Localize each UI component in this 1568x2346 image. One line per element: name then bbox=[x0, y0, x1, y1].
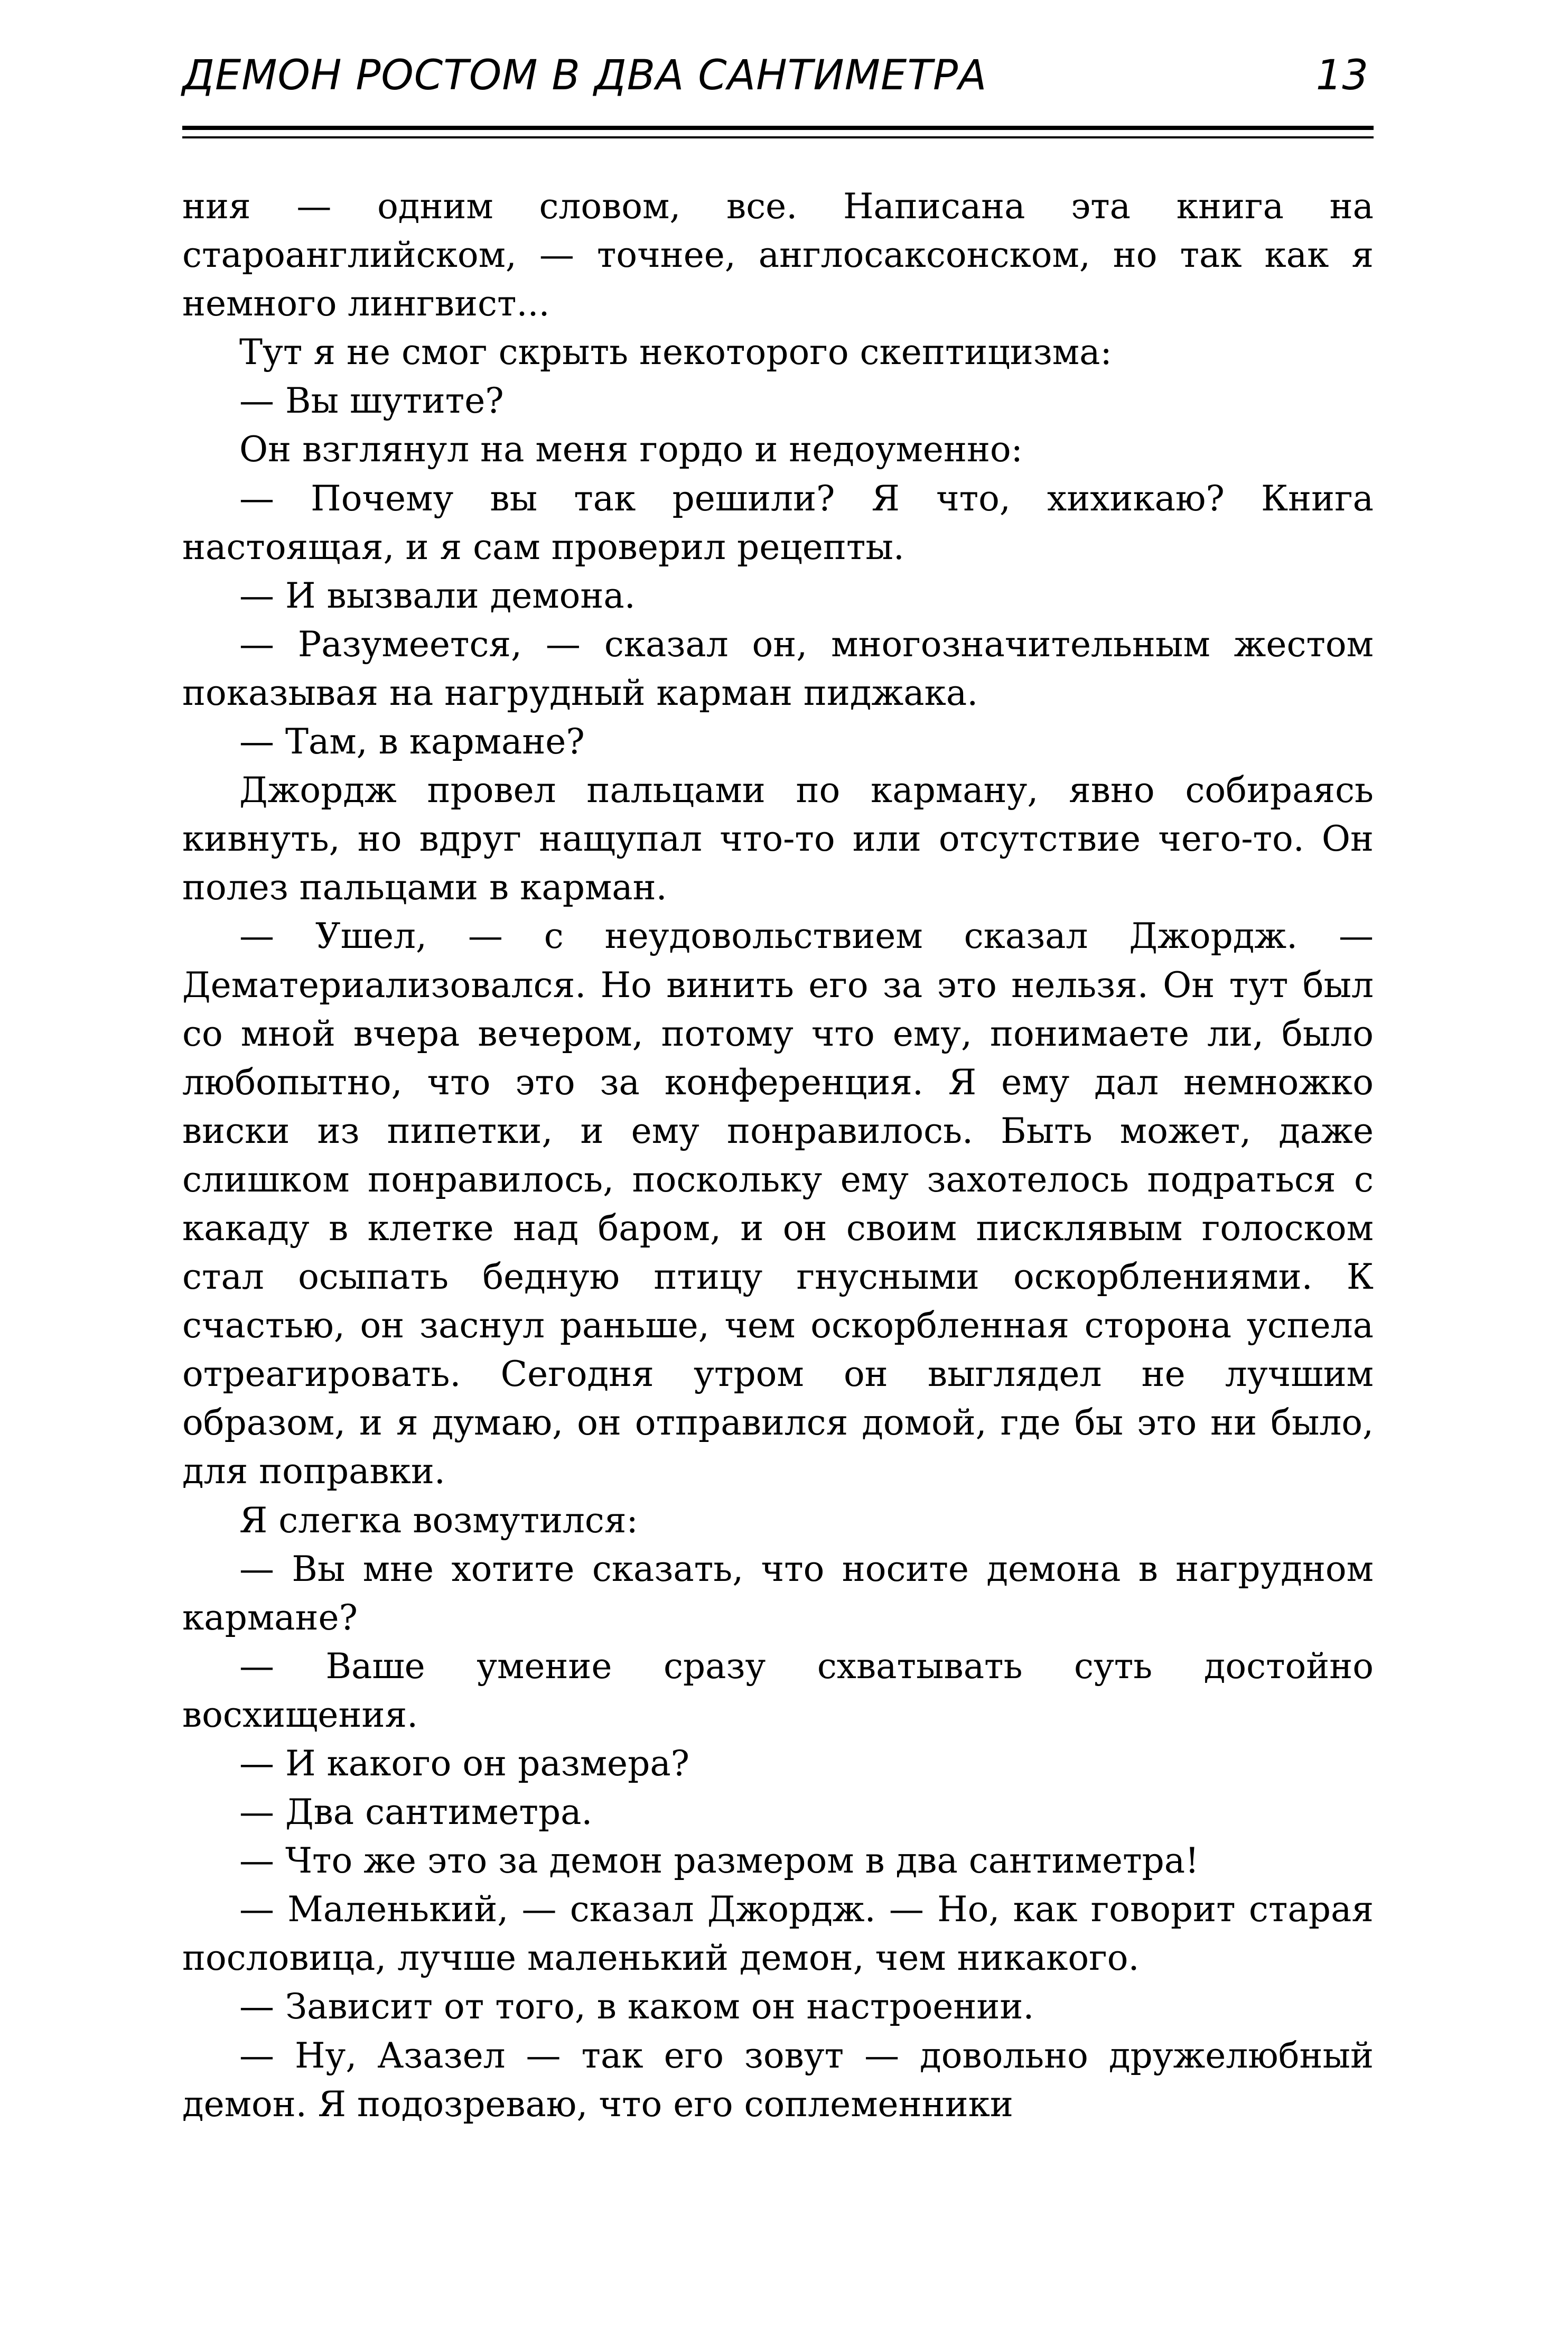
running-title: ДЕМОН РОСТОМ В ДВА САНТИМЕТРА bbox=[182, 52, 987, 99]
paragraph: — Два сантиметра. bbox=[239, 1792, 593, 1833]
header-rule-thick bbox=[182, 126, 1374, 130]
paragraph: Я слегка возмутился: bbox=[239, 1500, 638, 1541]
paragraph: — Почему вы так решили? Я что, хихикаю? Книга настоящая, и я сам проверил рецепты. bbox=[182, 478, 1374, 567]
paragraph: — И вызвали демона. bbox=[239, 575, 636, 616]
paragraph: — Вы шутите? bbox=[239, 380, 504, 422]
paragraph: — Разумеется, — сказал он, многозначительным жестом показывая на нагрудный карман пиджака. bbox=[182, 623, 1374, 713]
paragraph: — Зависит от того, в каком он настроении. bbox=[239, 1986, 1034, 2027]
paragraph: — Маленький, — сказал Джордж. — Но, как говорит старая пословица, лучше маленький демон, чем никакого. bbox=[182, 1889, 1374, 1979]
paragraph: — Что же это за демон размером в два сантиметра! bbox=[239, 1840, 1199, 1882]
header-rule-thin bbox=[182, 136, 1374, 138]
paragraph: — И какого он размера? bbox=[239, 1743, 690, 1784]
paragraph: ния — одним словом, все. Написана эта книга на староанглийском, — точнее, англосаксонском, но так как я немного лингвист... bbox=[182, 186, 1374, 324]
paragraph: — Вы мне хотите сказать, что носите демона в нагрудном кармане? bbox=[182, 1548, 1374, 1638]
paragraph: — Ваше умение сразу схватывать суть достойно восхищения. bbox=[182, 1645, 1374, 1735]
paragraph: Джордж провел пальцами по карману, явно собираясь кивнуть, но вдруг нащупал что-то или отсутствие чего-то. Он полез пальцами в карман. bbox=[182, 770, 1374, 908]
paragraph: — Ушел, — с неудовольствием сказал Джордж. — Дематериализовался. Но винить его за это нельзя. Он тут был со мной вчера вечером, потому что ему, понимаете ли, было любопытно, что это за конференция. Я ему дал немножко виски из пипетки, и ему понравилось. Быть может, даже слишком понравилось, поскольку ему захотелось подраться с какаду в клетке над баром, и он своим писклявым голоском стал осыпать бедную птицу гнусными оскорблениями. К счастью, он заснул раньше, чем оскорбленная сторона успела отреагировать. Сегодня утром он выглядел не лучшим образом, и я думаю, он отправился домой, где бы это ни было, для поправки. bbox=[182, 916, 1374, 1492]
paragraph: — Там, в кармане? bbox=[239, 721, 585, 762]
page-header bbox=[182, 42, 1374, 122]
paragraph: Тут я не смог скрыть некоторого скептицизма: bbox=[239, 332, 1112, 373]
paragraph: Он взглянул на меня гордо и недоуменно: bbox=[239, 429, 1023, 470]
paragraph: — Ну, Азазел — так его зовут — довольно дружелюбный демон. Я подозреваю, что его соплеменники bbox=[182, 2035, 1374, 2125]
book-page bbox=[182, 42, 1374, 2125]
page-number: 13 bbox=[1315, 52, 1368, 99]
body-text bbox=[182, 182, 1374, 2129]
